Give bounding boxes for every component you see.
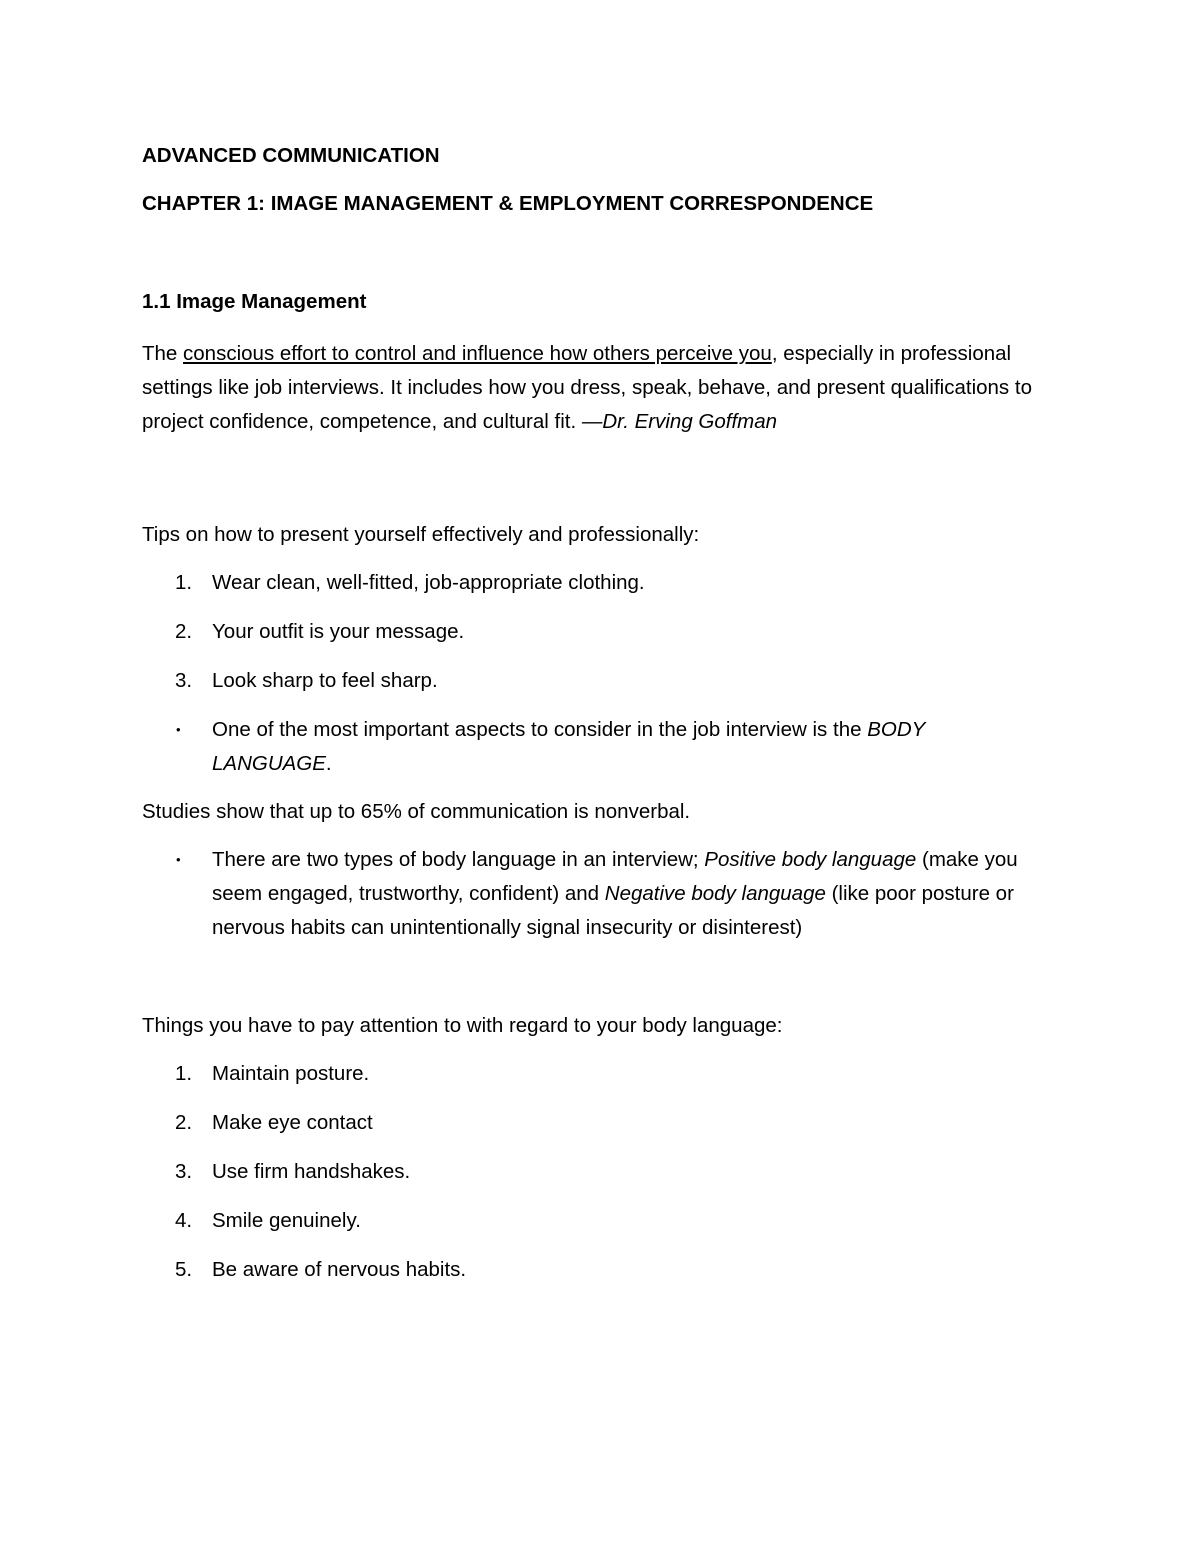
list-item-text: Be aware of nervous habits. <box>212 1258 467 1281</box>
list-number: 3. <box>175 669 193 692</box>
things-list <box>142 1057 1050 1287</box>
list-item <box>142 1155 1050 1189</box>
bullet-marker: • <box>176 852 181 867</box>
document-title: ADVANCED COMMUNICATION <box>142 144 440 167</box>
list-item <box>142 566 1050 600</box>
tips-intro: Tips on how to present yourself effectively and professionally: <box>142 523 700 546</box>
positive-body-language: Positive body language <box>704 848 917 871</box>
definition-lead: The <box>142 342 184 365</box>
list-item <box>142 1253 1050 1287</box>
bullet-text: (like poor posture or nervous habits can unintentionally signal insecurity or disinterest) <box>212 882 1014 939</box>
definition-attribution: —Dr. Erving Goffman <box>581 410 778 433</box>
bullet-text: (make you seem engaged, trustworthy, confident) and <box>212 848 1018 905</box>
list-item-text: Smile genuinely. <box>212 1209 361 1232</box>
bullet-end: . <box>325 752 332 775</box>
list-number: 2. <box>175 1111 193 1134</box>
bullet-marker: • <box>176 722 181 737</box>
list-number: 1. <box>175 571 193 594</box>
definition-paragraph <box>142 337 1050 439</box>
list-item-text: Maintain posture. <box>212 1062 370 1085</box>
list-item-text: Wear clean, well-fitted, job-appropriate clothing. <box>212 571 645 594</box>
bullet-italic: BODY LANGUAGE <box>212 718 925 775</box>
list-number: 1. <box>175 1062 193 1085</box>
list-number: 5. <box>175 1258 193 1281</box>
list-item <box>142 615 1050 649</box>
bullet-text: There are two types of body language in an interview; <box>212 848 705 871</box>
list-item-text: Make eye contact <box>212 1111 373 1134</box>
list-item <box>142 1204 1050 1238</box>
list-item <box>142 1106 1050 1140</box>
list-number: 4. <box>175 1209 193 1232</box>
list-item-text: Look sharp to feel sharp. <box>212 669 438 692</box>
definition-rest: , especially in professional settings like job interviews. It includes how you dress, speak, behave, and present qualifications to project confidence, competence, and cultural fit. <box>142 342 1032 433</box>
tips-list <box>142 566 1050 698</box>
body-language-bullet-list <box>142 713 1050 781</box>
studies-statement: Studies show that up to 65% of communication is nonverbal. <box>142 800 691 823</box>
bullet-text: One of the most important aspects to consider in the job interview is the <box>212 718 868 741</box>
bullet-item <box>142 713 1050 781</box>
bullet-item <box>142 843 1050 945</box>
list-number: 2. <box>175 620 193 643</box>
definition-underlined: conscious effort to control and influence how others perceive you <box>183 342 772 365</box>
negative-body-language: Negative body language <box>604 882 826 905</box>
things-intro: Things you have to pay attention to with regard to your body language: <box>142 1014 783 1037</box>
list-item-text: Use firm handshakes. <box>212 1160 411 1183</box>
list-item <box>142 664 1050 698</box>
chapter-heading: CHAPTER 1: IMAGE MANAGEMENT & EMPLOYMENT CORRESPONDENCE <box>142 192 874 215</box>
body-language-types-list <box>142 843 1050 945</box>
list-item <box>142 1057 1050 1091</box>
list-number: 3. <box>175 1160 193 1183</box>
section-heading: 1.1 Image Management <box>142 290 367 313</box>
list-item-text: Your outfit is your message. <box>212 620 465 643</box>
